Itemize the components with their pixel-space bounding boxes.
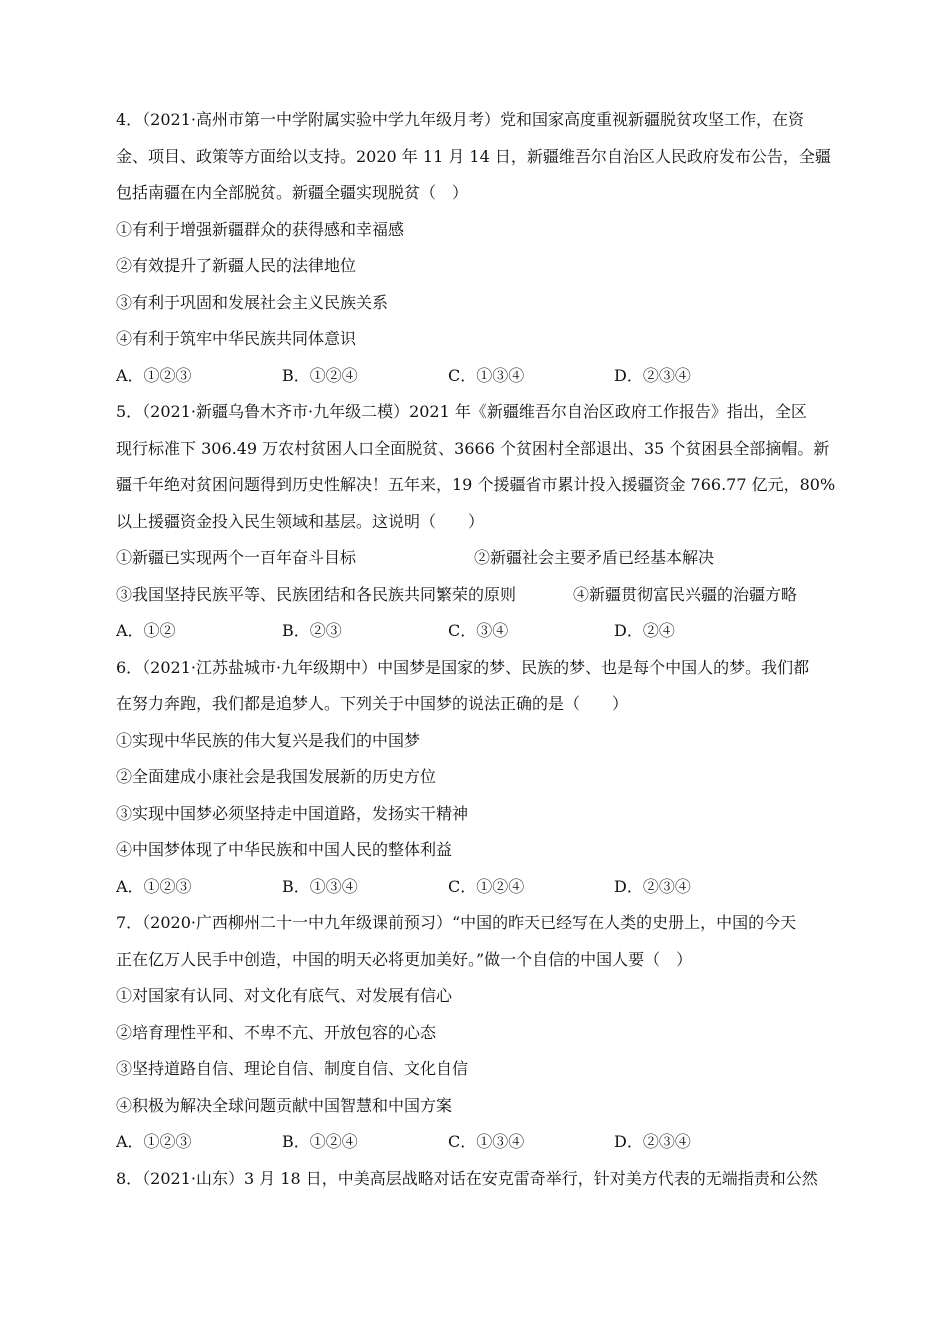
question-stem-line: 现行标准下 306.49 万农村贫困人口全面脱贫、3666 个贫困村全部退出、35 个贫困县全部摘帽。新 — [116, 438, 830, 458]
option-b[interactable]: B．①②④ — [282, 365, 358, 385]
statement: ②全面建成小康社会是我国发展新的历史方位 — [116, 767, 437, 786]
option-d[interactable]: D．②③④ — [614, 365, 691, 385]
statement: ③实现中国梦必须坚持走中国道路，发扬实干精神 — [116, 803, 469, 823]
question-stem-line: 正在亿万人民手中创造，中国的明天必将更加美好。”做一个自信的中国人要（ ） — [116, 949, 693, 969]
question-stem-line: 7．（2020·广西柳州二十一中九年级课前预习）“中国的昨天已经写在人类的史册上，中国的今天 — [116, 913, 797, 932]
option-c[interactable]: C．①③④ — [448, 1132, 525, 1151]
document-page — [116, 110, 841, 1189]
statement: ④积极为解决全球问题贡献中国智慧和中国方案 — [116, 1095, 453, 1115]
statement: ④有利于筑牢中华民族共同体意识 — [116, 329, 357, 348]
question-stem-line: 金、项目、政策等方面给以支持。2020 年 11 月 14 日，新疆维吾尔自治区人民政府发布公告，全疆 — [116, 146, 831, 166]
question-stem-line: 8．（2021·山东）3 月 18 日，中美高层战略对话在安克雷奇举行，针对美方代表的无端指责和公然 — [116, 1168, 818, 1188]
statement: ②有效提升了新疆人民的法律地位 — [116, 256, 357, 275]
option-d[interactable]: D．②③④ — [614, 876, 691, 896]
option-a[interactable]: A．①②③ — [116, 365, 192, 385]
statement: ①有利于增强新疆群众的获得感和幸福感 — [116, 219, 405, 239]
statement: ④新疆贯彻富民兴疆的治疆方略 — [573, 584, 798, 604]
question-stem-line: 疆千年绝对贫困问题得到历史性解决！五年来，19 个援疆省市累计投入援疆资金 766.77 亿元，80% — [116, 475, 836, 494]
option-b[interactable]: B．①②④ — [282, 1132, 358, 1151]
statement: ③坚持道路自信、理论自信、制度自信、文化自信 — [116, 1059, 469, 1078]
statement-pair — [116, 585, 841, 605]
statement: ②新疆社会主要矛盾已经基本解决 — [474, 548, 715, 567]
option-a[interactable]: A．①② — [116, 621, 176, 640]
question-8 — [116, 1169, 841, 1189]
question-stem-line: 5．（2021·新疆乌鲁木齐市·九年级二模）2021 年《新疆维吾尔自治区政府工作报告》指出，全区 — [116, 402, 807, 421]
option-a[interactable]: A．①②③ — [116, 876, 192, 896]
answer-options — [116, 621, 841, 641]
answer-options — [116, 1132, 841, 1152]
option-a[interactable]: A．①②③ — [116, 1132, 192, 1151]
option-c[interactable]: C．①②④ — [448, 876, 525, 896]
option-b[interactable]: B．②③ — [282, 621, 342, 640]
statement: ③有利于巩固和发展社会主义民族关系 — [116, 292, 389, 312]
option-b[interactable]: B．①③④ — [282, 876, 358, 896]
question-stem-line: 在努力奔跑，我们都是追梦人。下列关于中国梦的说法正确的是（ ） — [116, 694, 629, 713]
question-7 — [116, 913, 841, 1169]
statement: ①实现中华民族的伟大复兴是我们的中国梦 — [116, 730, 421, 750]
question-stem-line: 4．（2021·高州市第一中学附属实验中学九年级月考）党和国家高度重视新疆脱贫攻坚工作，在资 — [116, 110, 804, 129]
question-5 — [116, 402, 841, 658]
statement: ③我国坚持民族平等、民族团结和各民族共同繁荣的原则 — [116, 584, 517, 604]
option-d[interactable]: D．②③④ — [614, 1132, 691, 1151]
question-stem-line: 以上援疆资金投入民生领域和基层。这说明（ ） — [116, 511, 485, 531]
statement: ①新疆已实现两个一百年奋斗目标 — [116, 548, 357, 567]
question-6 — [116, 658, 841, 914]
question-stem-line: 包括南疆在内全部脱贫。新疆全疆实现脱贫（ ） — [116, 183, 469, 202]
question-4 — [116, 110, 841, 402]
option-c[interactable]: C．①③④ — [448, 365, 525, 385]
statement: ④中国梦体现了中华民族和中国人民的整体利益 — [116, 840, 453, 859]
answer-options — [116, 877, 841, 897]
question-stem-line: 6．（2021·江苏盐城市·九年级期中）中国梦是国家的梦、民族的梦、也是每个中国人的梦。我们都 — [116, 657, 810, 677]
statement-pair — [116, 548, 841, 568]
statement: ①对国家有认同、对文化有底气、对发展有信心 — [116, 986, 453, 1005]
statement: ②培育理性平和、不卑不亢、开放包容的心态 — [116, 1022, 437, 1042]
option-c[interactable]: C．③④ — [448, 621, 509, 640]
answer-options — [116, 366, 841, 386]
option-d[interactable]: D．②④ — [614, 621, 675, 640]
